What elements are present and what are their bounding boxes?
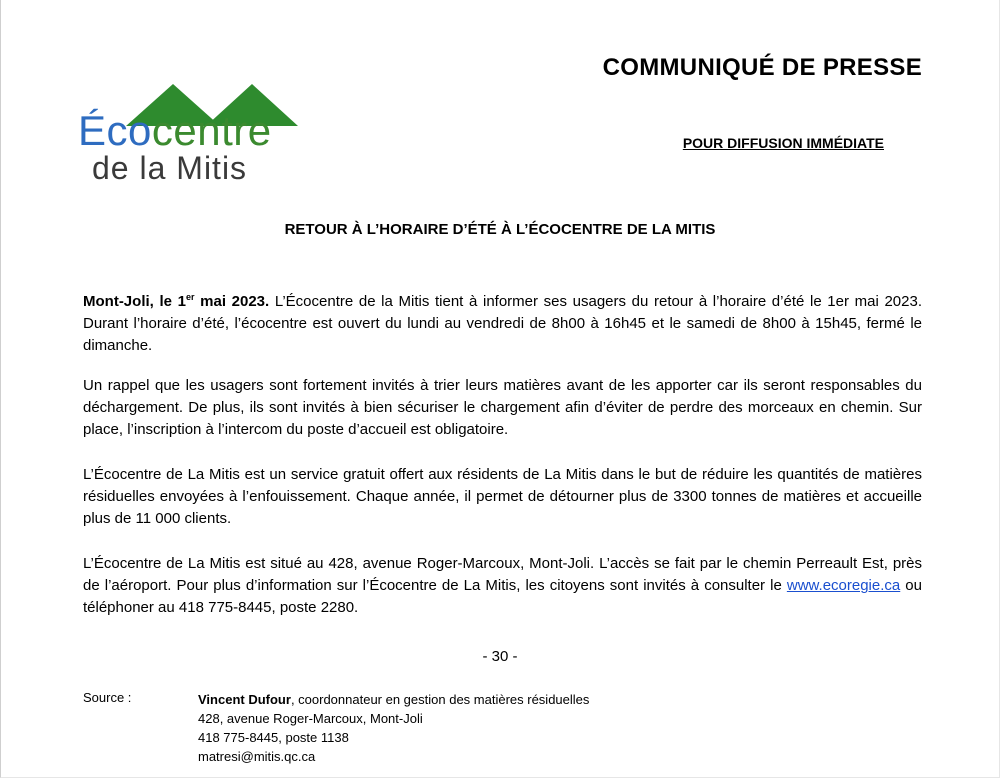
logo-centre: centre (151, 107, 272, 154)
contact-email[interactable]: matresi@mitis.qc.ca (198, 749, 316, 764)
page-heading: COMMUNIQUÉ DE PRESSE (602, 54, 922, 81)
logo-subtitle: de la Mitis (92, 150, 248, 186)
contact-name-line (198, 690, 589, 709)
paragraph-4: L’Écocentre de La Mitis est situé au 428, avenue Roger-Marcoux, Mont-Joli. L’accès se fait par le chemin Perreault Est, près de l’aéroport. Pour plus d’information sur l’Écocentre de La Mitis, les citoyens sont invités à consulter le www.ecoregie.ca ou téléphoner au 418 775-8445, poste 2280. (83, 555, 922, 616)
paragraph-2: Un rappel que les usagers sont fortement invités à trier leurs matières avant de les apporter car ils seront responsables du déchargement. De plus, ils sont invités à bien sécuriser le chargement afin d’éviter de perdre des morceaux en chemin. Sur place, l’inscription à l’intercom du poste d’accueil est obligatoire. (83, 377, 922, 438)
press-release-title: RETOUR À L’HORAIRE D’ÉTÉ À L’ÉCOCENTRE DE LA MITIS (284, 221, 716, 238)
logo-eco: Éco (78, 107, 152, 154)
end-marker: - 30 - (482, 648, 518, 665)
logo-wordmark (78, 107, 272, 154)
paragraph-1-body: L’Écocentre de la Mitis tient à informer ses usagers du retour à l’horaire d’été le 1er mai 2023. Durant l’horaire d’été, l’écocentre est ouvert du lundi au vendredi de 8h00 à 16h45 et le samedi de 8h00 à 15h45, fermé le dimanche. (83, 293, 922, 354)
contact-role: , coordonnateur en gestion des matières résiduelles (290, 692, 590, 707)
source-label: Source : (83, 690, 132, 705)
contact-name: Vincent Dufour (198, 692, 291, 707)
contact-phone: 418 775-8445, poste 1138 (198, 730, 349, 745)
contact-block (198, 690, 589, 766)
contact-address: 428, avenue Roger-Marcoux, Mont-Joli (198, 711, 423, 726)
release-notice: POUR DIFFUSION IMMÉDIATE (682, 135, 884, 151)
dateline: Mont-Joli, le 1er mai 2023. (83, 292, 270, 310)
website-link[interactable]: www.ecoregie.ca (786, 577, 901, 594)
paragraph-1 (83, 286, 922, 357)
ecocentre-logo (78, 82, 338, 186)
paragraph-3: L’Écocentre de La Mitis est un service gratuit offert aux résidents de La Mitis dans le but de réduire les quantités de matières résiduelles envoyées à l’enfouissement. Chaque année, il permet de détourner plus de 3300 tonnes de matières et accueille plus de 11 000 clients. (83, 466, 922, 527)
